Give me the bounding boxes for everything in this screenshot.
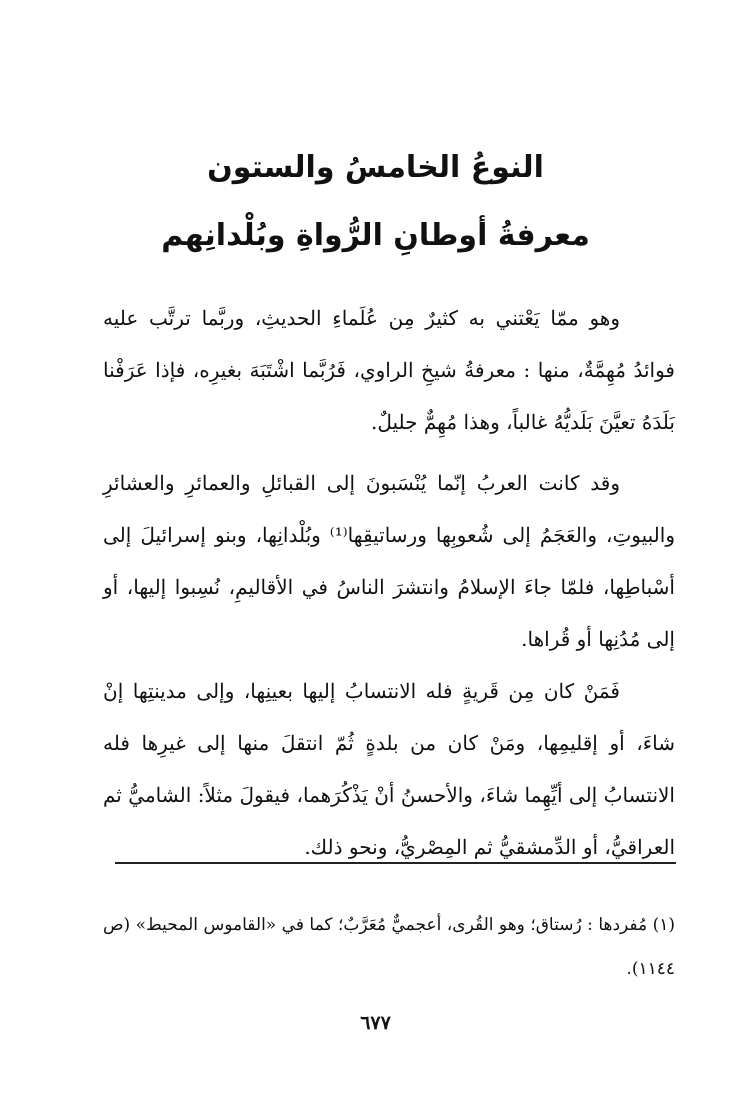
footnote-divider (115, 862, 676, 864)
chapter-title: النوعُ الخامسُ والستون (207, 150, 544, 185)
page-number: ٦٧٧ (360, 1012, 391, 1034)
paragraph-1: وهو ممّا يَعْتني به كثيرٌ مِن عُلَماءِ الحديثِ، وربَّما ترتَّب عليه فوائدُ مُهِمَّةٌ، منها : معرفةُ شيخِ الراوي، فَرُبَّما اشْتَبَهَ بغيرِه، فإذا عَرَفْنا بَلَدَهُ تعيَّنَ بَلَديُّهُ غالباً، وهذا مُهِمٌّ جليلٌ. (103, 306, 675, 434)
paragraph-3: فَمَنْ كان مِن قَريةٍ فله الانتسابُ إليها بعينِها، وإلى مدينتِها إنْ شاءَ، أو إقليمِها، ومَنْ كان من بلدةٍ ثُمّ انتقلَ منها إلى غيرِها فله الانتسابُ إلى أيِّهِما شاءَ، والأحسنُ أنْ يَذْكُرَهما، فيقولَ مثلاً: الشاميُّ ثم العراقيُّ، أو الدِّمشقيُّ ثم المِصْريُّ، ونحو ذلك. (103, 679, 675, 859)
footnote: (١) مُفردها : رُستاق؛ وهو القُرى، أعجميٌّ مُعَرَّبٌ؛ كما في «القاموس المحيط» (ص ١١٤٤). (103, 915, 675, 979)
paragraph-2: وقد كانت العربُ إنّما يُنْسَبونَ إلى القبائلِ والعمائرِ والعشائرِ والبيوتِ، والعَجَمُ إلى شُعوبِها ورساتيقِها⁽¹⁾ وبُلْدانِها، وبنو إسرائيلَ إلى أسْباطِها، فلمّا جاءَ الإسلامُ وانتشرَ الناسُ في الأقاليمِ، نُسِبوا إليها، أو إلى مُدُنِها أو قُراها. (103, 471, 675, 651)
chapter-subtitle: معرفةُ أوطانِ الرُّواةِ وبُلْدانِهم (161, 218, 590, 253)
